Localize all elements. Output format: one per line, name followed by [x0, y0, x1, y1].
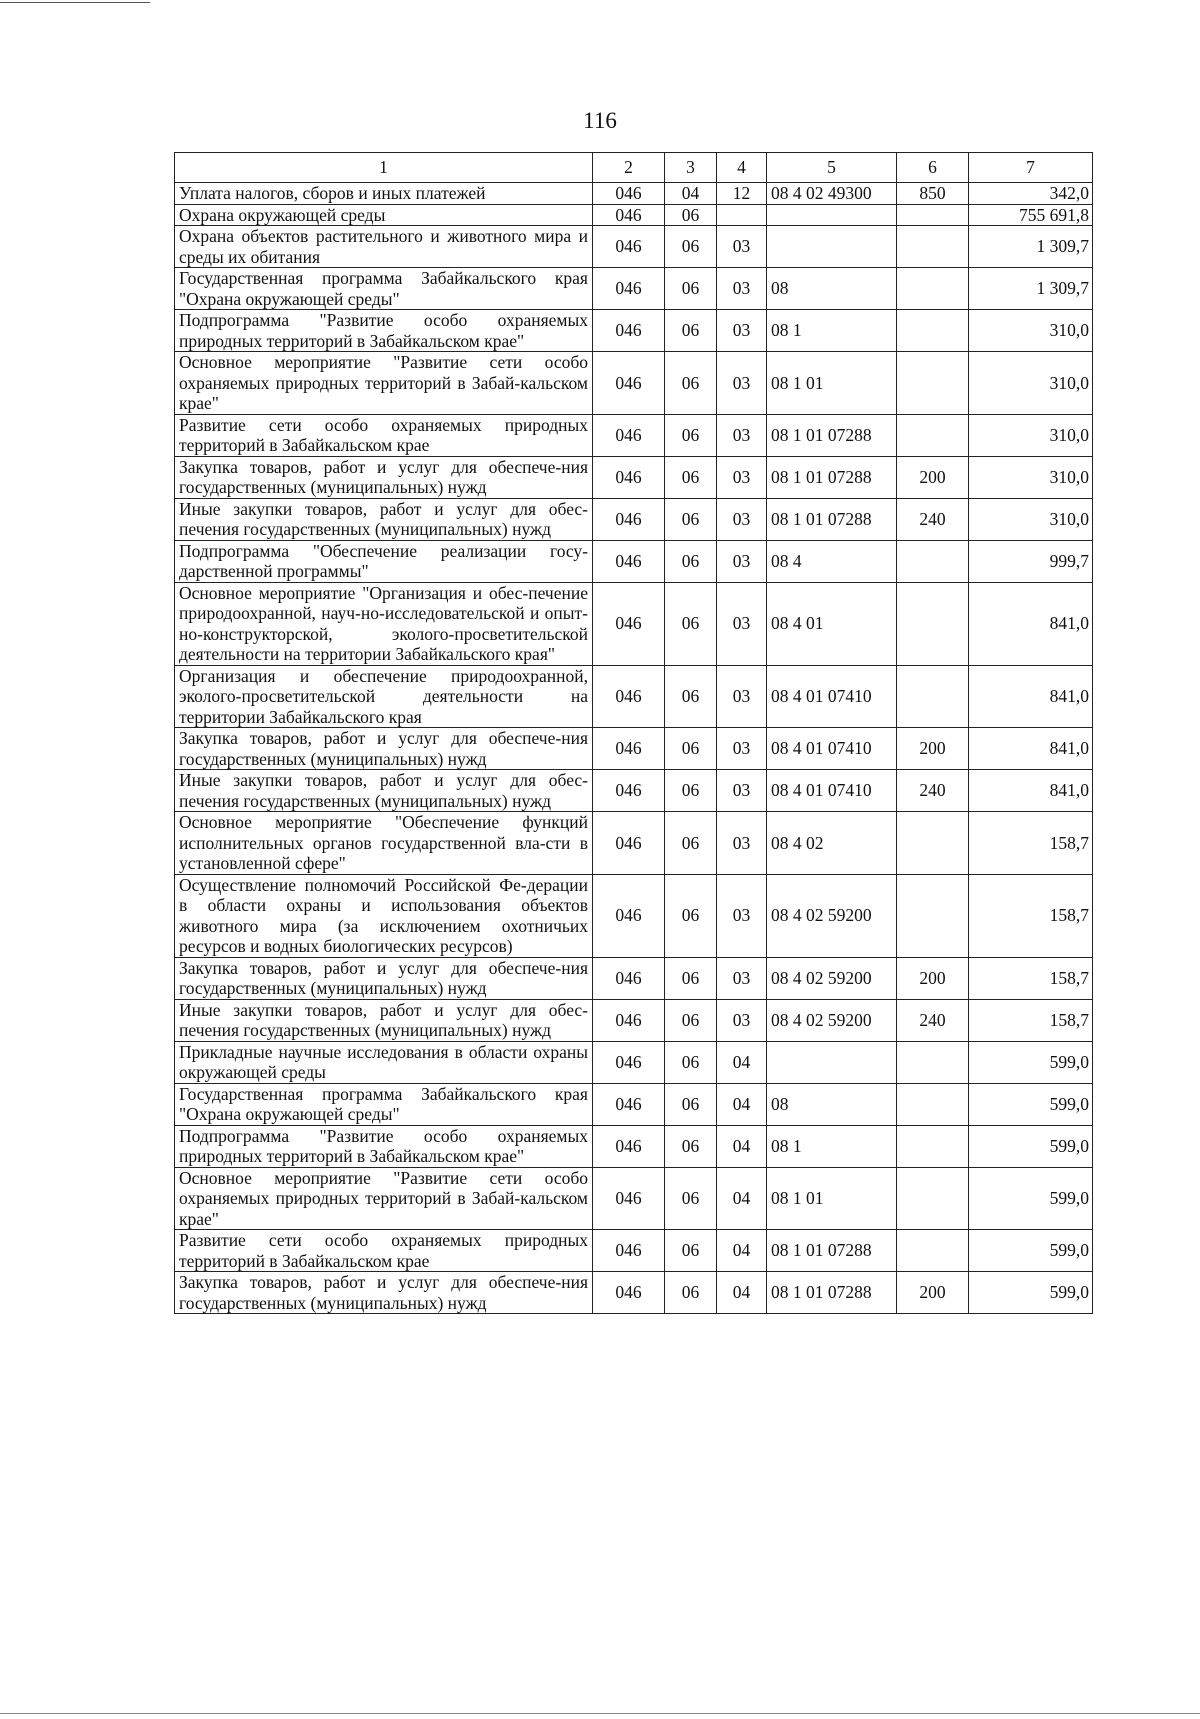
- row-name-cell: Основное мероприятие "Развитие сети особо охраняемых природных территорий в Забай-кальском крае": [175, 352, 593, 415]
- row-section-cell: 06: [665, 957, 717, 999]
- row-subsection-cell: 03: [717, 999, 767, 1041]
- row-target-article-cell: 08 4: [767, 540, 897, 582]
- row-section-cell: 06: [665, 1167, 717, 1230]
- row-name-cell: Прикладные научные исследования в области охраны окружающей среды: [175, 1041, 593, 1083]
- row-admin-code-cell: 046: [593, 665, 665, 728]
- row-name-cell: Подпрограмма "Развитие особо охраняемых природных территорий в Забайкальском крае": [175, 1125, 593, 1167]
- table-row: [175, 874, 1093, 957]
- row-target-article-cell: 08 4 02 59200: [767, 999, 897, 1041]
- row-amount-cell: 1 309,7: [969, 268, 1093, 310]
- row-name-cell: Закупка товаров, работ и услуг для обеспече-ния государственных (муниципальных) нужд: [175, 728, 593, 770]
- row-target-article-cell: 08 1: [767, 310, 897, 352]
- row-admin-code-cell: 046: [593, 957, 665, 999]
- row-section-cell: 06: [665, 226, 717, 268]
- row-admin-code-cell: 046: [593, 874, 665, 957]
- row-admin-code-cell: 046: [593, 582, 665, 665]
- row-name-cell: Государственная программа Забайкальского края "Охрана окружающей среды": [175, 1083, 593, 1125]
- row-admin-code-cell: 046: [593, 204, 665, 226]
- row-target-article-cell: 08 4 01 07410: [767, 665, 897, 728]
- row-section-cell: 06: [665, 874, 717, 957]
- row-expense-type-cell: 240: [897, 498, 969, 540]
- row-expense-type-cell: [897, 268, 969, 310]
- row-section-cell: 06: [665, 540, 717, 582]
- row-section-cell: 06: [665, 1230, 717, 1272]
- row-admin-code-cell: 046: [593, 226, 665, 268]
- column-header-7: 7: [969, 153, 1093, 183]
- row-target-article-cell: 08: [767, 1083, 897, 1125]
- row-name-cell: Основное мероприятие "Развитие сети особо охраняемых природных территорий в Забай-кальском крае": [175, 1167, 593, 1230]
- row-subsection-cell: 03: [717, 770, 767, 812]
- row-expense-type-cell: [897, 665, 969, 728]
- table-row: [175, 1230, 1093, 1272]
- row-amount-cell: 841,0: [969, 665, 1093, 728]
- row-admin-code-cell: 046: [593, 1083, 665, 1125]
- row-subsection-cell: 03: [717, 582, 767, 665]
- row-target-article-cell: 08 1 01 07288: [767, 456, 897, 498]
- row-amount-cell: 599,0: [969, 1125, 1093, 1167]
- row-name-cell: Развитие сети особо охраняемых природных территорий в Забайкальском крае: [175, 1230, 593, 1272]
- table-row: [175, 498, 1093, 540]
- row-name-cell: Государственная программа Забайкальского края "Охрана окружающей среды": [175, 268, 593, 310]
- row-name-cell: Охрана объектов растительного и животного мира и среды их обитания: [175, 226, 593, 268]
- row-name-cell: Охрана окружающей среды: [175, 204, 593, 226]
- table-row: [175, 812, 1093, 875]
- row-section-cell: 06: [665, 498, 717, 540]
- row-subsection-cell: 03: [717, 352, 767, 415]
- scan-artifact-top-line: [0, 2, 150, 3]
- row-subsection-cell: 03: [717, 874, 767, 957]
- table-row: [175, 957, 1093, 999]
- row-section-cell: 06: [665, 414, 717, 456]
- row-amount-cell: 999,7: [969, 540, 1093, 582]
- row-amount-cell: 310,0: [969, 310, 1093, 352]
- row-expense-type-cell: [897, 1125, 969, 1167]
- row-expense-type-cell: [897, 540, 969, 582]
- row-expense-type-cell: [897, 414, 969, 456]
- row-admin-code-cell: 046: [593, 1167, 665, 1230]
- row-subsection-cell: 03: [717, 540, 767, 582]
- row-section-cell: 06: [665, 582, 717, 665]
- row-subsection-cell: 03: [717, 268, 767, 310]
- row-expense-type-cell: [897, 226, 969, 268]
- row-amount-cell: 158,7: [969, 957, 1093, 999]
- row-name-cell: Иные закупки товаров, работ и услуг для обес-печения государственных (муниципальных) нужд: [175, 999, 593, 1041]
- row-admin-code-cell: 046: [593, 456, 665, 498]
- row-admin-code-cell: 046: [593, 1041, 665, 1083]
- row-target-article-cell: 08 1 01 07288: [767, 1272, 897, 1314]
- row-expense-type-cell: [897, 310, 969, 352]
- table-row: [175, 582, 1093, 665]
- row-target-article-cell: [767, 226, 897, 268]
- row-target-article-cell: 08 1 01: [767, 1167, 897, 1230]
- row-name-cell: Закупка товаров, работ и услуг для обеспече-ния государственных (муниципальных) нужд: [175, 456, 593, 498]
- row-expense-type-cell: [897, 874, 969, 957]
- page-number: 116: [583, 108, 617, 133]
- row-admin-code-cell: 046: [593, 540, 665, 582]
- row-amount-cell: 755 691,8: [969, 204, 1093, 226]
- row-section-cell: 06: [665, 665, 717, 728]
- row-amount-cell: 158,7: [969, 812, 1093, 875]
- row-amount-cell: 310,0: [969, 498, 1093, 540]
- row-target-article-cell: 08 4 01 07410: [767, 728, 897, 770]
- row-admin-code-cell: 046: [593, 183, 665, 205]
- row-section-cell: 06: [665, 268, 717, 310]
- row-section-cell: 06: [665, 812, 717, 875]
- row-expense-type-cell: 200: [897, 456, 969, 498]
- row-name-cell: Основное мероприятие "Организация и обес-печение природоохранной, науч-но-исследовательской и опыт-но-конструкторской, эколого-просветительской деятельности на территории Забайкальского края": [175, 582, 593, 665]
- row-amount-cell: 310,0: [969, 352, 1093, 415]
- table-row: [175, 310, 1093, 352]
- row-subsection-cell: 04: [717, 1272, 767, 1314]
- table-row: [175, 540, 1093, 582]
- row-name-cell: Развитие сети особо охраняемых природных территорий в Забайкальском крае: [175, 414, 593, 456]
- row-amount-cell: 599,0: [969, 1230, 1093, 1272]
- row-target-article-cell: 08: [767, 268, 897, 310]
- row-amount-cell: 599,0: [969, 1083, 1093, 1125]
- table-row: [175, 204, 1093, 226]
- table-row: [175, 1125, 1093, 1167]
- row-admin-code-cell: 046: [593, 268, 665, 310]
- row-expense-type-cell: 200: [897, 728, 969, 770]
- row-expense-type-cell: [897, 1041, 969, 1083]
- row-subsection-cell: 04: [717, 1125, 767, 1167]
- row-admin-code-cell: 046: [593, 414, 665, 456]
- row-amount-cell: 342,0: [969, 183, 1093, 205]
- row-admin-code-cell: 046: [593, 352, 665, 415]
- row-admin-code-cell: 046: [593, 310, 665, 352]
- row-target-article-cell: 08 1 01 07288: [767, 414, 897, 456]
- table-row: [175, 665, 1093, 728]
- row-target-article-cell: 08 4 02 49300: [767, 183, 897, 205]
- row-section-cell: 04: [665, 183, 717, 205]
- table-row: [175, 183, 1093, 205]
- column-header-1: 1: [175, 153, 593, 183]
- row-subsection-cell: 03: [717, 226, 767, 268]
- row-target-article-cell: 08 1 01 07288: [767, 1230, 897, 1272]
- table-header-row: [175, 153, 1093, 183]
- budget-table: [174, 152, 1093, 1314]
- row-name-cell: Подпрограмма "Обеспечение реализации госу-дарственной программы": [175, 540, 593, 582]
- row-amount-cell: 841,0: [969, 728, 1093, 770]
- row-subsection-cell: 03: [717, 728, 767, 770]
- table-row: [175, 414, 1093, 456]
- row-section-cell: 06: [665, 310, 717, 352]
- column-header-6: 6: [897, 153, 969, 183]
- row-subsection-cell: 04: [717, 1083, 767, 1125]
- table-row: [175, 1167, 1093, 1230]
- row-subsection-cell: 03: [717, 665, 767, 728]
- row-subsection-cell: 04: [717, 1230, 767, 1272]
- row-target-article-cell: 08 4 02 59200: [767, 874, 897, 957]
- row-target-article-cell: [767, 204, 897, 226]
- row-section-cell: 06: [665, 1272, 717, 1314]
- row-subsection-cell: 03: [717, 957, 767, 999]
- row-subsection-cell: 03: [717, 812, 767, 875]
- row-subsection-cell: [717, 204, 767, 226]
- row-target-article-cell: 08 4 01 07410: [767, 770, 897, 812]
- row-expense-type-cell: [897, 812, 969, 875]
- column-header-3: 3: [665, 153, 717, 183]
- row-target-article-cell: 08 1: [767, 1125, 897, 1167]
- row-subsection-cell: 12: [717, 183, 767, 205]
- row-expense-type-cell: 850: [897, 183, 969, 205]
- row-admin-code-cell: 046: [593, 728, 665, 770]
- column-header-4: 4: [717, 153, 767, 183]
- row-section-cell: 06: [665, 1083, 717, 1125]
- table-row: [175, 728, 1093, 770]
- row-amount-cell: 841,0: [969, 770, 1093, 812]
- row-name-cell: Подпрограмма "Развитие особо охраняемых природных территорий в Забайкальском крае": [175, 310, 593, 352]
- row-expense-type-cell: 200: [897, 1272, 969, 1314]
- row-expense-type-cell: 240: [897, 999, 969, 1041]
- row-amount-cell: 599,0: [969, 1041, 1093, 1083]
- row-expense-type-cell: [897, 204, 969, 226]
- row-expense-type-cell: [897, 1083, 969, 1125]
- row-section-cell: 06: [665, 352, 717, 415]
- row-expense-type-cell: [897, 352, 969, 415]
- row-target-article-cell: 08 4 02 59200: [767, 957, 897, 999]
- row-target-article-cell: 08 4 02: [767, 812, 897, 875]
- row-subsection-cell: 03: [717, 498, 767, 540]
- table-row: [175, 999, 1093, 1041]
- row-expense-type-cell: 240: [897, 770, 969, 812]
- row-admin-code-cell: 046: [593, 1230, 665, 1272]
- table-row: [175, 352, 1093, 415]
- table-row: [175, 268, 1093, 310]
- table-row: [175, 1083, 1093, 1125]
- row-amount-cell: 158,7: [969, 999, 1093, 1041]
- row-amount-cell: 841,0: [969, 582, 1093, 665]
- row-amount-cell: 310,0: [969, 414, 1093, 456]
- row-section-cell: 06: [665, 204, 717, 226]
- row-expense-type-cell: [897, 1230, 969, 1272]
- row-target-article-cell: [767, 1041, 897, 1083]
- row-section-cell: 06: [665, 770, 717, 812]
- row-expense-type-cell: 200: [897, 957, 969, 999]
- row-admin-code-cell: 046: [593, 1125, 665, 1167]
- table-row: [175, 226, 1093, 268]
- row-amount-cell: 310,0: [969, 456, 1093, 498]
- column-header-5: 5: [767, 153, 897, 183]
- table-row: [175, 1041, 1093, 1083]
- row-amount-cell: 158,7: [969, 874, 1093, 957]
- row-subsection-cell: 03: [717, 310, 767, 352]
- row-section-cell: 06: [665, 1041, 717, 1083]
- column-header-2: 2: [593, 153, 665, 183]
- row-name-cell: Иные закупки товаров, работ и услуг для обес-печения государственных (муниципальных) нужд: [175, 498, 593, 540]
- row-target-article-cell: 08 4 01: [767, 582, 897, 665]
- row-amount-cell: 599,0: [969, 1167, 1093, 1230]
- row-name-cell: Закупка товаров, работ и услуг для обеспече-ния государственных (муниципальных) нужд: [175, 1272, 593, 1314]
- row-amount-cell: 599,0: [969, 1272, 1093, 1314]
- row-admin-code-cell: 046: [593, 498, 665, 540]
- scan-artifact-bottom-line: [0, 1713, 1200, 1714]
- row-admin-code-cell: 046: [593, 812, 665, 875]
- row-name-cell: Основное мероприятие "Обеспечение функций исполнительных органов государственной вла-сти в установленной сфере": [175, 812, 593, 875]
- row-section-cell: 06: [665, 456, 717, 498]
- row-section-cell: 06: [665, 999, 717, 1041]
- row-expense-type-cell: [897, 582, 969, 665]
- row-admin-code-cell: 046: [593, 1272, 665, 1314]
- row-name-cell: Иные закупки товаров, работ и услуг для обес-печения государственных (муниципальных) нужд: [175, 770, 593, 812]
- row-expense-type-cell: [897, 1167, 969, 1230]
- row-section-cell: 06: [665, 1125, 717, 1167]
- row-subsection-cell: 04: [717, 1041, 767, 1083]
- row-name-cell: Осуществление полномочий Российской Фе-дерации в области охраны и использования объектов животного мира (за исключением охотничьих ресурсов и водных биологических ресурсов): [175, 874, 593, 957]
- row-amount-cell: 1 309,7: [969, 226, 1093, 268]
- row-subsection-cell: 03: [717, 414, 767, 456]
- row-target-article-cell: 08 1 01: [767, 352, 897, 415]
- row-subsection-cell: 04: [717, 1167, 767, 1230]
- row-admin-code-cell: 046: [593, 770, 665, 812]
- row-name-cell: Организация и обеспечение природоохранной, эколого-просветительской деятельности на территории Забайкальского края: [175, 665, 593, 728]
- table-row: [175, 456, 1093, 498]
- table-row: [175, 770, 1093, 812]
- row-name-cell: Закупка товаров, работ и услуг для обеспече-ния государственных (муниципальных) нужд: [175, 957, 593, 999]
- row-name-cell: Уплата налогов, сборов и иных платежей: [175, 183, 593, 205]
- table-row: [175, 1272, 1093, 1314]
- table-body: [175, 183, 1093, 1314]
- row-target-article-cell: 08 1 01 07288: [767, 498, 897, 540]
- row-section-cell: 06: [665, 728, 717, 770]
- row-admin-code-cell: 046: [593, 999, 665, 1041]
- row-subsection-cell: 03: [717, 456, 767, 498]
